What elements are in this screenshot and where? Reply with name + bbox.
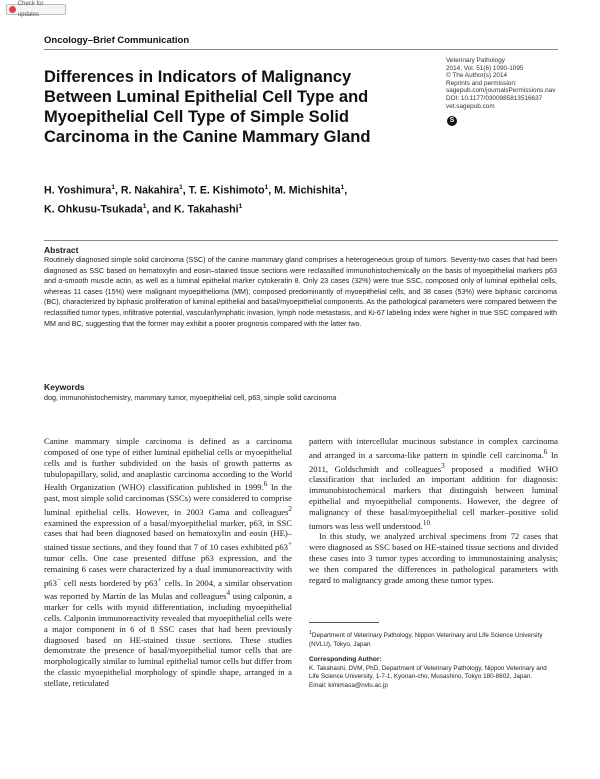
corresponding-author-heading: Corresponding Author:: [309, 656, 382, 664]
affiliation-mark: 1: [238, 202, 243, 210]
affiliation-mark: 1: [309, 630, 312, 636]
body-text: Canine mammary simple carcinoma is defined as a carcinoma composed of one type of either luminal epithelial cells or myoepithelial cells and is further subdivided on the basis of growth patterns as tubulopapillary, solid, and anaplastic carcinoma according to the World Health Organization (WHO) classification published in 1999.: [44, 436, 292, 493]
meta-line[interactable]: vet.sagepub.com: [446, 102, 495, 110]
affiliation-text: Department of Veterinary Pathology, Nippon Veterinary and Life Science University (NVLU), Tokyo, Japan: [309, 632, 543, 648]
body-text: In the past, most simple solid carcinomas (SSCs) were considered to comprise luminal epithelial cells. However, in 2003 Gama and colleagues: [44, 482, 292, 517]
body-text: cells. In 2004, a similar observation was reported by Martín de las Mulas and colleagues: [44, 577, 292, 602]
article-title: Differences in Indicators of Malignancy Between Luminal Epithelial Cell Type and Myoepithelial Cell Type of Simple Solid Carcinoma in the Canine Mammary Gland: [44, 68, 371, 146]
author-list: [44, 180, 464, 217]
check-for-updates-badge[interactable]: [6, 0, 66, 18]
section-label: Oncology–Brief Communication: [44, 35, 190, 46]
body-text: proposed a modified WHO classification that included an important addition for diagnosis: immunohistochemical markers that distinguish between luminal epithelial and myoepithelial components. However, the degree of malignancy of these basal/myoepithelial cell marker–positive solid tumors was less well understood.: [309, 463, 558, 531]
body-text: In 2011, Goldschmidt and colleagues: [309, 449, 558, 474]
corresponding-author-email[interactable]: Email: kimimasa@nvlu.ac.jp: [309, 682, 388, 690]
author-name: K. Ohkusu-Tsukada: [44, 203, 143, 216]
abstract-rule: [44, 240, 558, 241]
keywords-text: dog, immunohistochemistry, mammary tumor, myoepithelial cell, p63, simple solid carcinoma: [44, 394, 337, 402]
body-column-right: [309, 436, 558, 586]
reference-mark[interactable]: 10: [422, 518, 431, 527]
body-paragraph: In this study, we analyzed archival specimens from 72 cases that were diagnosed as SSC based on HE-stained tissue sections and divided these cases into 3 tumor types according to immunostaining analysis; we then compared the differences in pathological parameters with regard to malignancy grade among these tumor types.: [309, 531, 558, 585]
author-name: K. Takahashi: [174, 203, 239, 216]
reference-mark[interactable]: 4: [226, 589, 231, 598]
author-conjunction: and: [152, 203, 172, 216]
check-for-updates-label: Check for updates: [17, 0, 44, 18]
corresponding-author-text: K. Takahashi, DVM, PhD, Department of Veterinary Pathology, Nippon Veterinary and Life Science University, 1-7-1, Kyonan-cho, Musashino, Tokyo 180-8602, Japan.: [309, 664, 547, 681]
meta-line: Veterinary Pathology: [446, 57, 505, 64]
reference-mark[interactable]: 2: [288, 504, 292, 513]
journal-meta: [446, 57, 566, 110]
affiliation-footnote: [309, 629, 558, 649]
body-column-left: [44, 436, 292, 689]
superscript: −: [56, 575, 61, 584]
reference-mark[interactable]: 6: [263, 480, 268, 489]
author-name: M. Michishita: [274, 184, 341, 197]
affiliation-mark: 1: [264, 184, 269, 191]
body-text: examined the expression of a basal/myoepithelial marker, p63, in SSC cases that had been diagnosed based on hematoxylin and eosin (HE)–stained tissue sections, and they found that 7 of 10 cases exhibited p63: [44, 517, 292, 553]
body-text: pattern with intercellular mucinous substance in complex carcinoma and arranged in a sarcoma-like pattern in spindle cell carcinoma.: [309, 436, 558, 460]
reference-mark[interactable]: 3: [441, 461, 445, 470]
affiliation-mark: 1: [340, 184, 345, 191]
meta-line: 2014, Vol. 51(6) 1090-1095: [446, 64, 524, 72]
author-name: R. Nakahira: [120, 184, 180, 197]
sage-logo-icon: S: [447, 116, 457, 126]
affiliation-mark: 1: [111, 184, 115, 191]
meta-line[interactable]: DOI: 10.1177/0300985813516637: [446, 94, 543, 102]
reference-mark[interactable]: 6: [543, 447, 548, 456]
meta-line: Reprints and permission:: [446, 79, 517, 87]
affiliation-mark: 1: [179, 184, 183, 191]
author-name: H. Yoshimura: [44, 184, 112, 197]
meta-line[interactable]: sagepub.com/journalsPermissions.nav: [446, 87, 556, 95]
superscript: +: [287, 540, 292, 549]
author-line-2: K. Ohkusu-Tsukada$^1$, and K. Takahashi$^1$: [44, 202, 243, 216]
header-rule: [44, 49, 558, 50]
meta-line: © The Author(s) 2014: [446, 72, 508, 80]
update-icon: [9, 6, 16, 13]
affiliation-mark: 1: [142, 202, 147, 210]
body-paragraph: [44, 436, 292, 689]
author-line-1: H. Yoshimura$^1$, R. Nakahira$^1$, T. E. Kishimoto$^1$, M. Michishita$^1$,: [44, 184, 348, 197]
abstract-heading: Abstract: [44, 245, 79, 255]
footnote-rule: [309, 622, 379, 623]
superscript: +: [157, 575, 162, 584]
footnote: [309, 629, 558, 691]
body-paragraph: [309, 436, 558, 531]
body-text: cell nests bordered by p63: [60, 577, 158, 588]
abstract-text: Routinely diagnosed simple solid carcinoma (SSC) of the canine mammary gland comprises a heterogeneous group of tumors. Seventy-two cases that had been diagnosed as SSC based on hematoxylin and eosin–stained tissue sections were reclassified immunohistochemically on the basis of myoepithelial markers p63 and α-smooth muscle actin, as well as a luminal epithelial marker cytokeratin 8. Only 23 cases (32%) were true SSC, composed only of luminal epithelial cells, whereas 11 cases (15%) were malignant myoepithelioma (MM), composed predominantly of myoepithelial cells, and 38 cases (53%) were biphasic carcinoma (BC), characterized by biphasic proliferation of luminal epithelial and basal/myoepithelial components. As the pathological parameters were compared between the reclassified tumor types, infiltrative potential, vascular/lymphatic invasion, lymph node metastasis, and Ki-67 labeling index were higher in true SSC compared with MM and BC, suggesting that the former may exhibit a poorer prognosis compared with the latter two.: [44, 256, 557, 328]
body-text: using calponin, a marker for cells with myoid differentiation, including myoepithelial cells. Calponin immunoreactivity revealed that myoepithelial cells were a major component in 6 of 8 SSC cases that had been previously diagnosed based on HE-stained tissue sections. These studies demonstrate the presence of basal/myoepithelial tumor cells that are morphologically similar to luminal epithelial tumor cells but differ from the classic myoepithelial morphology of spindle shape, arranged in a stellate, reticulated: [44, 591, 292, 689]
author-name: T. E. Kishimoto: [188, 184, 265, 197]
keywords-heading: Keywords: [44, 382, 85, 392]
body-text: tumor cells. One case presented diffuse p63 expression, and the remaining 6 cases were characterized by a dual immunoreactivity with p63: [44, 553, 292, 588]
